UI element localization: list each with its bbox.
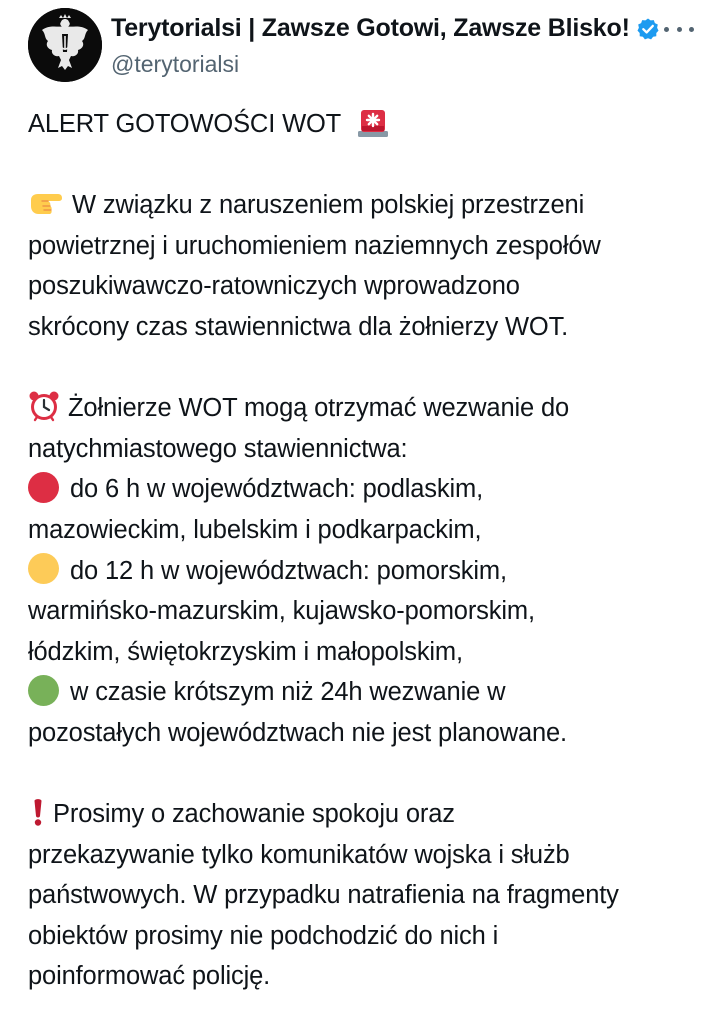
tweet-title: ALERT GOTOWOŚCI WOT — [28, 110, 341, 138]
list-item: do 6 h w województwach: podlaskim, — [28, 469, 704, 510]
tweet-title-line — [28, 104, 704, 145]
list-item: do 12 h w województwach: pomorskim, — [28, 551, 704, 592]
list-item-line: łódzkim, świętokrzyskim i małopolskim, — [28, 637, 463, 666]
wot-eagle-emblem-icon — [28, 8, 102, 82]
list-item: w czasie krótszym niż 24h wezwanie w — [28, 672, 704, 713]
paragraph-line: państwowych. W przypadku natrafienia na fragmenty — [28, 881, 619, 910]
list-item-line: mazowieckim, lubelskim i podkarpackim, — [28, 515, 482, 544]
list-item-line: pozostałych województwach nie jest planowane. — [28, 718, 567, 747]
tweet-body — [28, 104, 704, 997]
pointing-hand-icon — [28, 190, 64, 216]
yellow-circle-icon — [28, 553, 59, 584]
paragraph-line: obiektów prosimy nie podchodzić do nich i — [28, 921, 499, 950]
account-handle[interactable]: @terytorialsi — [111, 51, 240, 77]
paragraph-line: Żołnierze WOT mogą otrzymać wezwanie do — [28, 388, 704, 429]
red-circle-icon — [28, 472, 59, 503]
more-options-button[interactable] — [664, 14, 694, 44]
more-dot-icon — [689, 27, 694, 32]
verified-badge-icon — [636, 17, 660, 41]
paragraph-line: poszukiwawczo-ratowniczych wprowadzono — [28, 272, 520, 301]
paragraph-line: natychmiastowego stawiennictwa: — [28, 434, 408, 463]
rotating-light-icon — [356, 106, 390, 138]
account-name-row[interactable] — [111, 14, 660, 43]
more-dot-icon — [664, 27, 669, 32]
paragraph-line: powietrznej i uruchomieniem naziemnych zespołów — [28, 231, 601, 260]
paragraph-line: Prosimy o zachowanie spokoju oraz — [28, 794, 704, 835]
paragraph-line: przekazywanie tylko komunikatów wojska i służb — [28, 840, 570, 869]
more-dot-icon — [677, 27, 682, 32]
avatar[interactable] — [28, 8, 102, 82]
green-circle-icon — [28, 675, 59, 706]
paragraph-line: poinformować policję. — [28, 962, 271, 991]
exclamation-mark-icon — [32, 797, 44, 827]
paragraph-line: skrócony czas stawiennictwa dla żołnierzy WOT. — [28, 312, 569, 341]
alarm-clock-icon — [28, 390, 60, 422]
paragraph-line: W związku z naruszeniem polskiej przestrzeni — [28, 185, 704, 226]
list-item-line: warmińsko-mazurskim, kujawsko-pomorskim, — [28, 597, 535, 626]
display-name[interactable]: Terytorialsi | Zawsze Gotowi, Zawsze Blisko! — [111, 14, 630, 42]
